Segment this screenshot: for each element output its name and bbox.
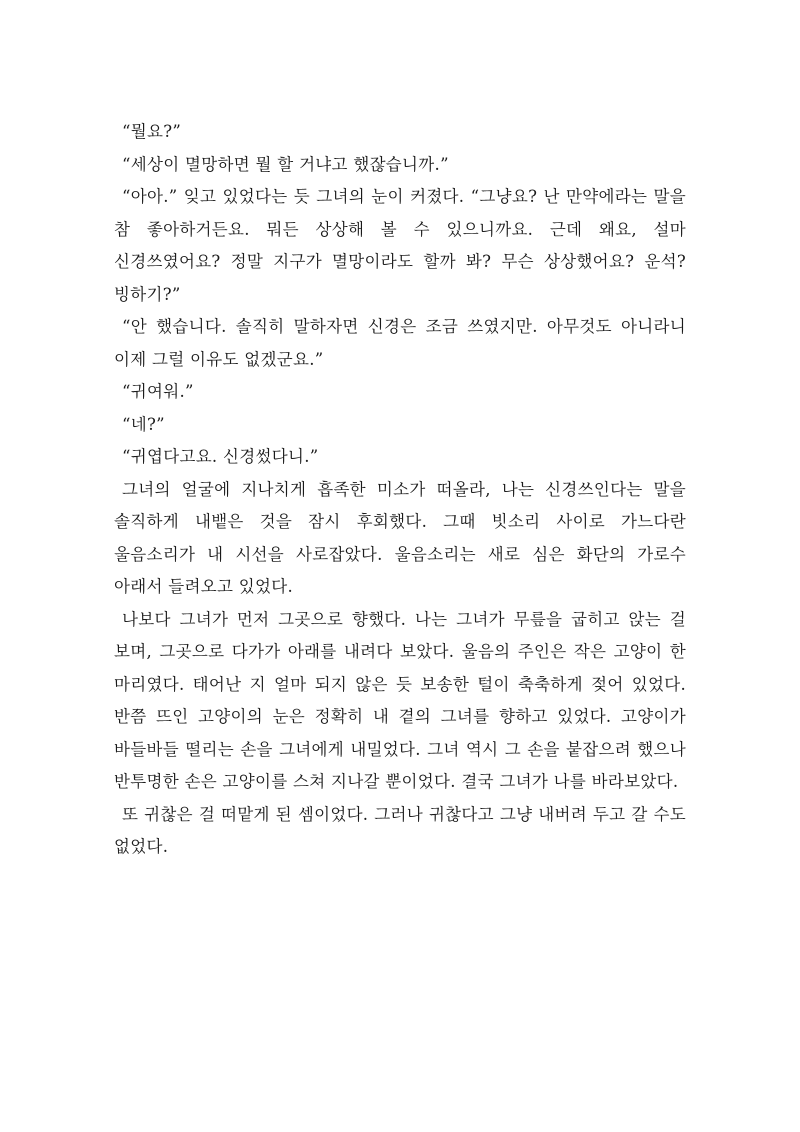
paragraph: “귀여워.” xyxy=(122,382,194,401)
paragraph: “안 했습니다. 솔직히 말하자면 신경은 조금 쓰였지만. 아무것도 아니라니 이제 그럴 이유도 없겠군요.” xyxy=(114,317,686,369)
paragraph: 또 귀찮은 걸 떠맡게 된 셈이었다. 그러나 귀찮다고 그냥 내버려 두고 갈 수도 없었다. xyxy=(114,804,686,856)
paragraph: “네?” xyxy=(122,414,165,434)
document-body xyxy=(114,116,686,864)
paragraph: 나보다 그녀가 먼저 그곳으로 향했다. 나는 그녀가 무릎을 굽히고 앉는 걸 보며, 그곳으로 다가가 아래를 내려다 보았다. 울음의 주인은 작은 고양이 한 마리였다. 태어난 지 얼마 되지 않은 듯 보송한 털이 축축하게 젖어 있었다. 반쯤 뜨인 고양이의 눈은 정확히 내 곁의 그녀를 향하고 있었다. 고양이가 바들바들 떨리는 손을 그녀에게 내밀었다. 그녀 역시 그 손을 붙잡으려 했으나 반투명한 손은 고양이를 스쳐 지나갈 뿐이었다. 결국 그녀가 나를 바라보았다. xyxy=(114,609,686,791)
paragraph: “아아.” 잊고 있었다는 듯 그녀의 눈이 커졌다. “그냥요? 난 만약에라는 말을 참 좋아하거든요. 뭐든 상상해 볼 수 있으니까요. 근데 왜요, 설마 신경쓰였어요? 정말 지구가 멸망이라도 할까 봐? 무슨 상상했어요? 운석? 빙하기?” xyxy=(114,187,686,304)
paragraph: “뭘요?” xyxy=(122,122,182,141)
paragraph: 그녀의 얼굴에 지나치게 흡족한 미소가 떠올라, 나는 신경쓰인다는 말을 솔직하게 내뱉은 것을 잠시 후회했다. 그때 빗소리 사이로 가느다란 울음소리가 내 시선을 사로잡았다. 울음소리는 새로 심은 화단의 가로수 아래서 들려오고 있었다. xyxy=(114,479,686,596)
paragraph: “세상이 멸망하면 뭘 할 거냐고 했잖습니까.” xyxy=(122,154,449,174)
paragraph: “귀엽다고요. 신경썼다니.” xyxy=(122,447,319,466)
